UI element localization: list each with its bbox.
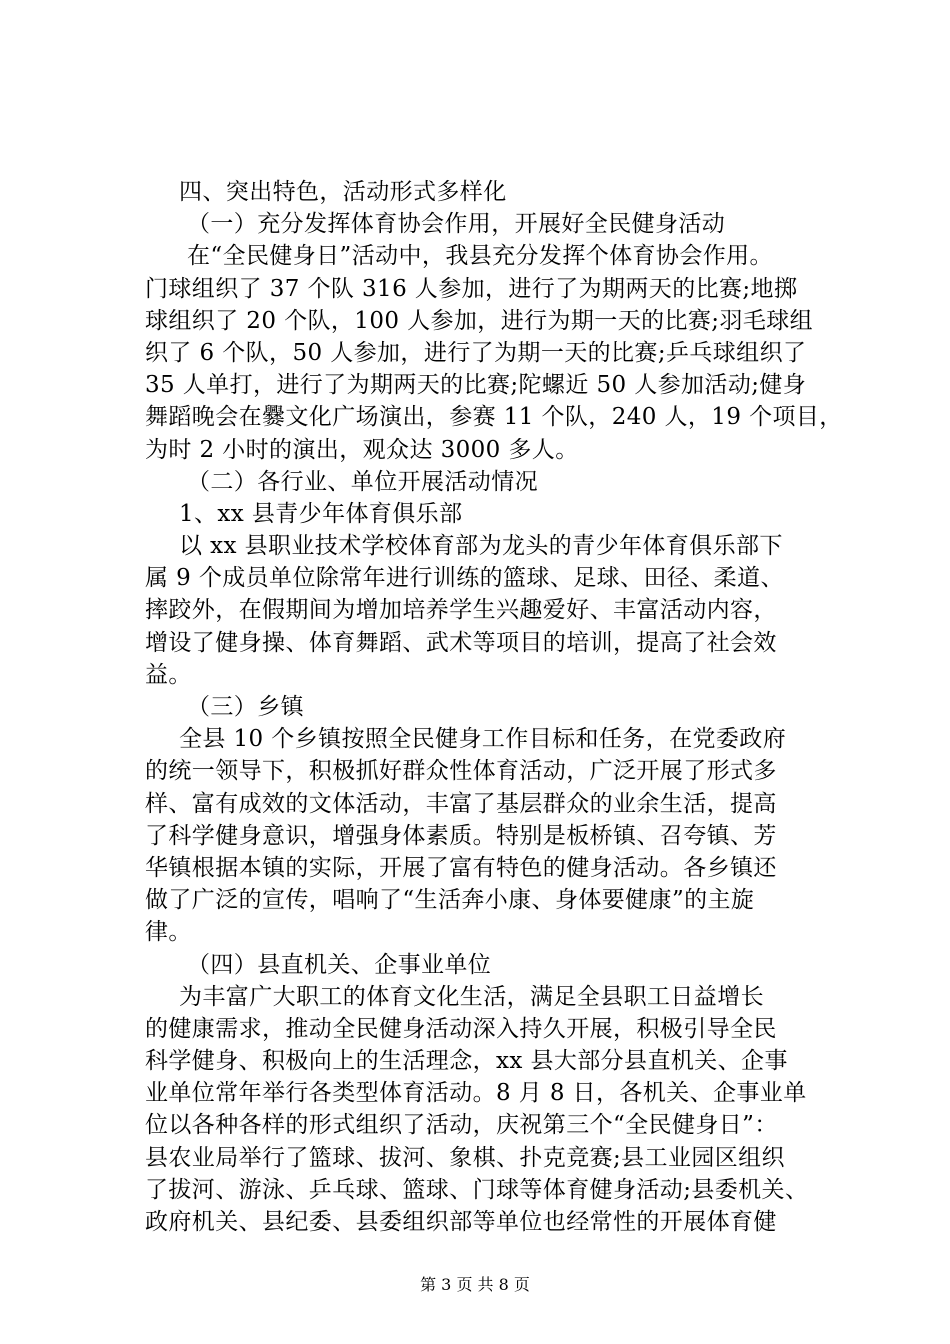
text-line: （一）充分发挥体育协会作用，开展好全民健身活动 bbox=[187, 211, 726, 238]
text-line: 样、富有成效的文体活动，丰富了基层群众的业余生活，提高 bbox=[145, 790, 777, 817]
text-line: 了拔河、游泳、乒乓球、篮球、门球等体育健身活动;县委机关、 bbox=[145, 1176, 809, 1203]
text-line: 以 xx 县职业技术学校体育部为龙头的青少年体育俱乐部下 bbox=[179, 533, 783, 560]
text-line: 的统一领导下，积极抓好群众性体育活动，广泛开展了形式多 bbox=[145, 758, 777, 785]
text-line: 属 9 个成员单位除常年进行训练的篮球、足球、田径、柔道、 bbox=[145, 565, 784, 592]
text-line: 全县 10 个乡镇按照全民健身工作目标和任务，在党委政府 bbox=[179, 726, 787, 753]
text-line: 四、突出特色，活动形式多样化 bbox=[179, 179, 507, 205]
text-line: 球组织了 20 个队，100 人参加，进行为期一天的比赛;羽毛球组 bbox=[145, 307, 814, 334]
page-footer: 第 3 页 共 8 页 bbox=[420, 1275, 530, 1294]
text-line: 门球组织了 37 个队 316 人参加，进行了为期两天的比赛;地掷 bbox=[145, 275, 798, 302]
text-line: 政府机关、县纪委、县委组织部等单位也经常性的开展体育健 bbox=[145, 1209, 777, 1235]
text-line: （二）各行业、单位开展活动情况 bbox=[187, 468, 538, 495]
text-line: 在“全民健身日”活动中，我县充分发挥个体育协会作用。 bbox=[187, 243, 773, 270]
text-line: 益。 bbox=[145, 661, 192, 688]
text-line: （四）县直机关、企事业单位 bbox=[187, 951, 492, 978]
text-line: （三）乡镇 bbox=[187, 694, 304, 720]
text-line: 的健康需求，推动全民健身活动深入持久开展，积极引导全民 bbox=[145, 1015, 777, 1042]
text-line: 律。 bbox=[145, 919, 192, 946]
text-line: 为丰富广大职工的体育文化生活，满足全县职工日益增长 bbox=[179, 983, 764, 1010]
text-line: 35 人单打，进行了为期两天的比赛;陀螺近 50 人参加活动;健身 bbox=[145, 372, 807, 399]
text-line: 县农业局举行了篮球、拔河、象棋、扑克竞赛;县工业园区组织 bbox=[145, 1144, 785, 1171]
text-line: 1、xx 县青少年体育俱乐部 bbox=[179, 500, 463, 527]
text-line: 科学健身、积极向上的生活理念，xx 县大部分县直机关、企事 bbox=[145, 1048, 788, 1075]
text-line: 了科学健身意识，增强身体素质。特别是板桥镇、召夸镇、芳 bbox=[145, 822, 777, 849]
text-line: 增设了健身操、体育舞蹈、武术等项目的培训，提高了社会效 bbox=[145, 629, 777, 656]
text-line: 织了 6 个队，50 人参加，进行了为期一天的比赛;乒乓球组织了 bbox=[145, 339, 807, 366]
text-line: 业单位常年举行各类型体育活动。8 月 8 日，各机关、企事业单 bbox=[145, 1080, 807, 1107]
text-line: 摔跤外，在假期间为增加培养学生兴趣爱好、丰富活动内容， bbox=[145, 597, 777, 624]
text-line: 华镇根据本镇的实际，开展了富有特色的健身活动。各乡镇还 bbox=[145, 854, 777, 881]
text-line: 做了广泛的宣传，唱响了“生活奔小康、身体要健康”的主旋 bbox=[145, 887, 755, 914]
body-text bbox=[145, 176, 843, 1238]
text-line: 舞蹈晚会在爨文化广场演出，参赛 11 个队，240 人，19 个项目， bbox=[145, 404, 843, 431]
text-line: 位以各种各样的形式组织了活动，庆祝第三个“全民健身日”： bbox=[145, 1112, 778, 1139]
text-line: 为时 2 小时的演出，观众达 3000 多人。 bbox=[145, 436, 579, 463]
